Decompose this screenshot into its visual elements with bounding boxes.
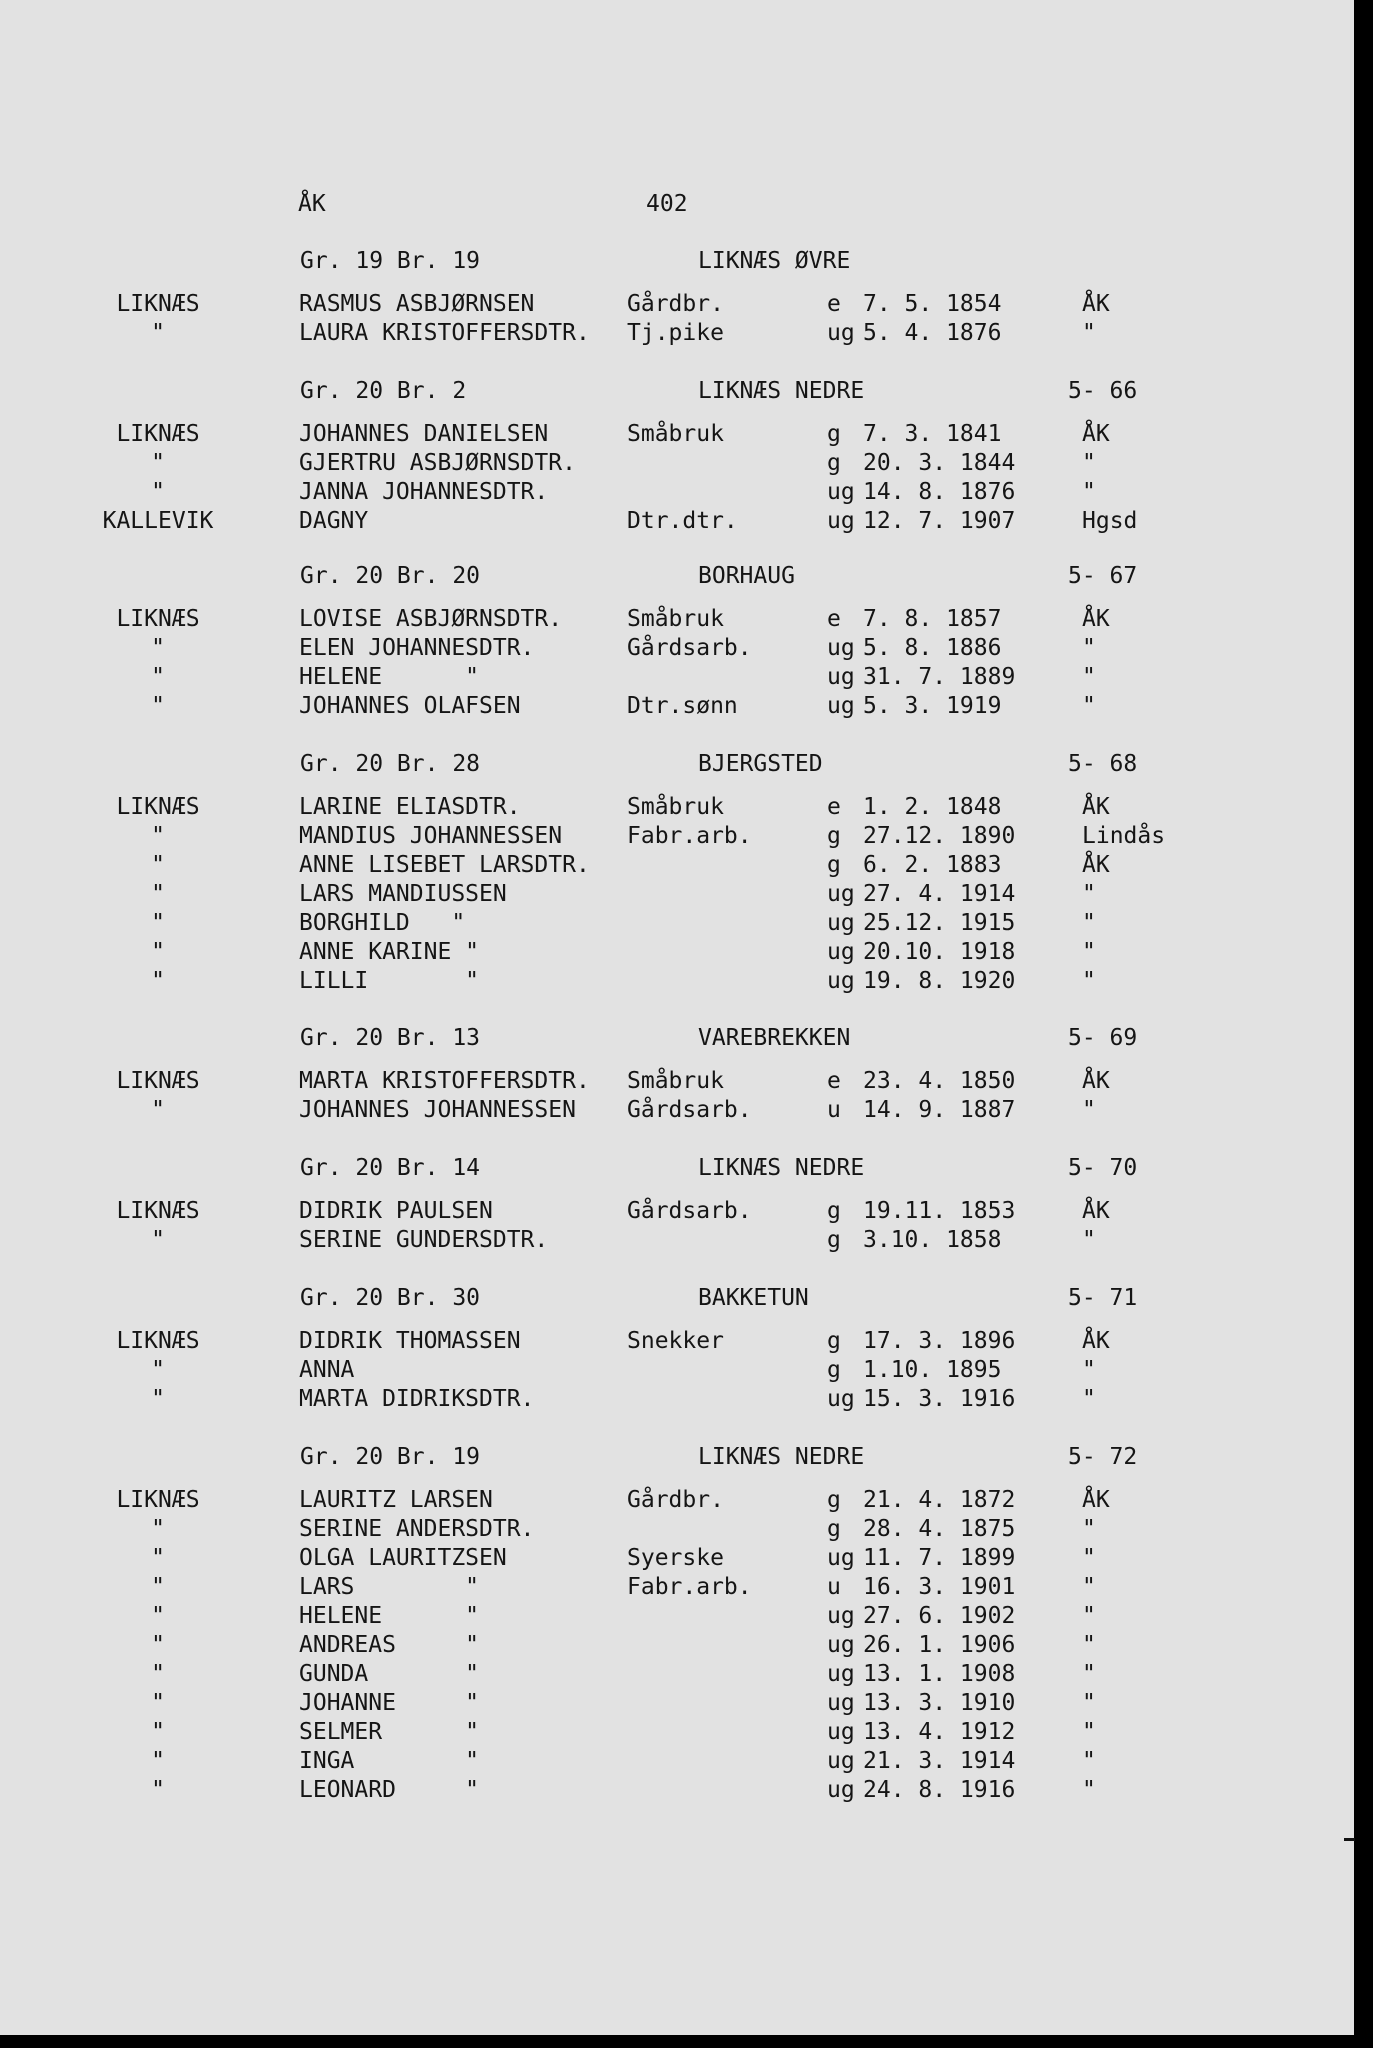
marital-status: ug (827, 881, 855, 907)
birthplace: ÅK (1082, 852, 1110, 878)
birth-date: 7. 5. 1854 (863, 291, 1002, 317)
residence-place: KALLEVIK (102, 508, 214, 534)
marital-status: e (827, 794, 841, 820)
occupation: Gårdsarb. (627, 1097, 752, 1123)
person-name: DIDRIK THOMASSEN (299, 1328, 521, 1354)
marital-status: ug (827, 1748, 855, 1774)
birth-date: 5. 8. 1886 (863, 635, 1002, 661)
occupation: Småbruk (627, 794, 724, 820)
marital-status: g (827, 450, 841, 476)
birth-date: 1.10. 1895 (863, 1357, 1002, 1383)
marital-status: ug (827, 1603, 855, 1629)
person-name: LAURITZ LARSEN (299, 1487, 493, 1513)
marital-status: g (827, 1198, 841, 1224)
birthplace: " (1082, 910, 1096, 936)
page-number: 402 (646, 191, 688, 217)
birth-date: 14. 9. 1887 (863, 1097, 1016, 1123)
birth-date: 19.11. 1853 (863, 1198, 1016, 1224)
birthplace: " (1082, 479, 1096, 505)
farm-name: LIKNÆS NEDRE (698, 378, 865, 404)
marital-status: ug (827, 664, 855, 690)
residence-place: " (151, 1097, 165, 1123)
household-number: 5- 68 (1068, 751, 1138, 777)
birthplace: " (1082, 320, 1096, 346)
birthplace: " (1082, 1357, 1096, 1383)
residence-place: " (151, 852, 165, 878)
birth-date: 6. 2. 1883 (863, 852, 1002, 878)
birth-date: 27.12. 1890 (863, 823, 1016, 849)
birthplace: " (1082, 664, 1096, 690)
marital-status: g (827, 1328, 841, 1354)
person-name: LEONARD " (299, 1777, 480, 1803)
birth-date: 21. 4. 1872 (863, 1487, 1016, 1513)
person-name: JANNA JOHANNESDTR. (299, 479, 549, 505)
person-name: MARTA DIDRIKSDTR. (299, 1386, 535, 1412)
occupation: Gårdbr. (627, 291, 724, 317)
birthplace: " (1082, 693, 1096, 719)
birthplace: " (1082, 1719, 1096, 1745)
household-number: 5- 69 (1068, 1025, 1138, 1051)
birth-date: 28. 4. 1875 (863, 1516, 1016, 1542)
birth-date: 15. 3. 1916 (863, 1386, 1016, 1412)
household-number: 5- 71 (1068, 1285, 1138, 1311)
person-name: GUNDA " (299, 1661, 480, 1687)
residence-place: " (151, 881, 165, 907)
residence-place: LIKNÆS (116, 794, 200, 820)
farm-name: LIKNÆS NEDRE (698, 1444, 865, 1470)
residence-place: " (151, 939, 165, 965)
birthplace: " (1082, 1748, 1096, 1774)
birth-date: 14. 8. 1876 (863, 479, 1016, 505)
occupation: Gårdsarb. (627, 1198, 752, 1224)
birthplace: " (1082, 1603, 1096, 1629)
birthplace: " (1082, 1516, 1096, 1542)
person-name: ANNA (299, 1357, 355, 1383)
person-name: HELENE " (299, 1603, 480, 1629)
person-name: LARS MANDIUSSEN (299, 881, 507, 907)
marital-status: g (827, 852, 841, 878)
residence-place: " (151, 1357, 165, 1383)
person-name: INGA " (299, 1748, 480, 1774)
person-name: HELENE " (299, 664, 480, 690)
gr-br-label: Gr. 20 Br. 28 (300, 751, 481, 777)
residence-place: " (151, 968, 165, 994)
page-header (0, 190, 688, 219)
birthplace: " (1082, 1386, 1096, 1412)
marital-status: g (827, 1487, 841, 1513)
marital-status: e (827, 606, 841, 632)
birthplace: " (1082, 1690, 1096, 1716)
marital-status: g (827, 823, 841, 849)
page-title: ÅK (298, 191, 326, 217)
residence-place: " (151, 1719, 165, 1745)
residence-place: LIKNÆS (116, 291, 200, 317)
birthplace: " (1082, 881, 1096, 907)
household-number: 5- 66 (1068, 378, 1138, 404)
farm-name: LIKNÆS NEDRE (698, 1155, 865, 1181)
gr-br-label: Gr. 20 Br. 19 (300, 1444, 481, 1470)
occupation: Fabr.arb. (627, 1574, 752, 1600)
birthplace: " (1082, 1777, 1096, 1803)
residence-place: " (151, 1690, 165, 1716)
person-name: ANDREAS " (299, 1632, 480, 1658)
birthplace: " (1082, 450, 1096, 476)
birth-date: 19. 8. 1920 (863, 968, 1016, 994)
birth-date: 31. 7. 1889 (863, 664, 1016, 690)
marital-status: ug (827, 479, 855, 505)
person-name: GJERTRU ASBJØRNSDTR. (299, 450, 576, 476)
marital-status: e (827, 291, 841, 317)
birthplace: ÅK (1082, 794, 1110, 820)
residence-place: " (151, 1386, 165, 1412)
gr-br-label: Gr. 20 Br. 13 (300, 1025, 481, 1051)
birth-date: 12. 7. 1907 (863, 508, 1016, 534)
residence-place: LIKNÆS (116, 606, 200, 632)
birth-date: 23. 4. 1850 (863, 1068, 1016, 1094)
person-name: MANDIUS JOHANNESSEN (299, 823, 563, 849)
birthplace: ÅK (1082, 1068, 1110, 1094)
person-name: SERINE GUNDERSDTR. (299, 1227, 549, 1253)
birthplace: ÅK (1082, 421, 1110, 447)
person-name: ANNE LISEBET LARSDTR. (299, 852, 590, 878)
birthplace: " (1082, 1227, 1096, 1253)
person-name: DIDRIK PAULSEN (299, 1198, 493, 1224)
person-name: JOHANNES DANIELSEN (299, 421, 549, 447)
birthplace: ÅK (1082, 1487, 1110, 1513)
marital-status: e (827, 1068, 841, 1094)
birth-date: 16. 3. 1901 (863, 1574, 1016, 1600)
person-name: OLGA LAURITZSEN (299, 1545, 507, 1571)
birth-date: 27. 6. 1902 (863, 1603, 1016, 1629)
residence-place: LIKNÆS (116, 421, 200, 447)
occupation: Fabr.arb. (627, 823, 752, 849)
marital-status: g (827, 1516, 841, 1542)
birth-date: 11. 7. 1899 (863, 1545, 1016, 1571)
marital-status: ug (827, 508, 855, 534)
birthplace: ÅK (1082, 1328, 1110, 1354)
birth-date: 13. 3. 1910 (863, 1690, 1016, 1716)
gr-br-label: Gr. 20 Br. 2 (300, 378, 467, 404)
marital-status: ug (827, 1719, 855, 1745)
residence-place: LIKNÆS (116, 1068, 200, 1094)
residence-place: LIKNÆS (116, 1328, 200, 1354)
person-name: SELMER " (299, 1719, 480, 1745)
birthplace: Lindås (1082, 823, 1166, 849)
residence-place: " (151, 479, 165, 505)
birthplace: Hgsd (1082, 508, 1138, 534)
birthplace: " (1082, 1097, 1096, 1123)
birth-date: 5. 4. 1876 (863, 320, 1002, 346)
household-number: 5- 72 (1068, 1444, 1138, 1470)
farm-name: BORHAUG (698, 563, 795, 589)
person-name: MARTA KRISTOFFERSDTR. (299, 1068, 590, 1094)
marital-status: ug (827, 1690, 855, 1716)
birthplace: ÅK (1082, 291, 1110, 317)
residence-place: " (151, 1661, 165, 1687)
birth-date: 1. 2. 1848 (863, 794, 1002, 820)
person-name: DAGNY (299, 508, 369, 534)
person-name: LILLI " (299, 968, 480, 994)
gr-br-label: Gr. 20 Br. 20 (300, 563, 481, 589)
residence-place: " (151, 1574, 165, 1600)
marital-status: ug (827, 635, 855, 661)
marital-status: ug (827, 939, 855, 965)
occupation: Småbruk (627, 606, 724, 632)
occupation: Småbruk (627, 421, 724, 447)
person-name: JOHANNES OLAFSEN (299, 693, 521, 719)
person-name: ANNE KARINE " (299, 939, 480, 965)
birth-date: 3.10. 1858 (863, 1227, 1002, 1253)
residence-place: LIKNÆS (116, 1487, 200, 1513)
marital-status: ug (827, 693, 855, 719)
birthplace: " (1082, 1661, 1096, 1687)
residence-place: " (151, 664, 165, 690)
marital-status: u (827, 1097, 841, 1123)
marital-status: ug (827, 968, 855, 994)
birthplace: " (1082, 939, 1096, 965)
occupation: Gårdbr. (627, 1487, 724, 1513)
residence-place: " (151, 1748, 165, 1774)
birth-date: 13. 1. 1908 (863, 1661, 1016, 1687)
birthplace: " (1082, 968, 1096, 994)
person-name: BORGHILD " (299, 910, 466, 936)
person-name: LARS " (299, 1574, 480, 1600)
marital-status: ug (827, 1632, 855, 1658)
birthplace: ÅK (1082, 606, 1110, 632)
birthplace: " (1082, 635, 1096, 661)
birth-date: 26. 1. 1906 (863, 1632, 1016, 1658)
birth-date: 27. 4. 1914 (863, 881, 1016, 907)
residence-place: " (151, 823, 165, 849)
birth-date: 7. 3. 1841 (863, 421, 1002, 447)
birthplace: " (1082, 1545, 1096, 1571)
residence-place: " (151, 1227, 165, 1253)
farm-name: LIKNÆS ØVRE (698, 248, 851, 274)
birthplace: ÅK (1082, 1198, 1110, 1224)
edge-mark (1344, 1838, 1355, 1841)
marital-status: ug (827, 1545, 855, 1571)
birthplace: " (1082, 1574, 1096, 1600)
gr-br-label: Gr. 19 Br. 19 (300, 248, 481, 274)
residence-place: " (151, 450, 165, 476)
gr-br-label: Gr. 20 Br. 30 (300, 1285, 481, 1311)
gr-br-label: Gr. 20 Br. 14 (300, 1155, 481, 1181)
marital-status: ug (827, 1661, 855, 1687)
birth-date: 20. 3. 1844 (863, 450, 1016, 476)
marital-status: ug (827, 910, 855, 936)
household-number: 5- 70 (1068, 1155, 1138, 1181)
marital-status: ug (827, 1386, 855, 1412)
farm-name: VAREBREKKEN (698, 1025, 851, 1051)
person-name: JOHANNES JOHANNESSEN (299, 1097, 576, 1123)
residence-place: " (151, 1777, 165, 1803)
birth-date: 25.12. 1915 (863, 910, 1016, 936)
residence-place: " (151, 1516, 165, 1542)
birth-date: 17. 3. 1896 (863, 1328, 1016, 1354)
person-name: LOVISE ASBJØRNSDTR. (299, 606, 563, 632)
occupation: Syerske (627, 1545, 724, 1571)
birth-date: 13. 4. 1912 (863, 1719, 1016, 1745)
birthplace: " (1082, 1632, 1096, 1658)
occupation: Småbruk (627, 1068, 724, 1094)
person-name: RASMUS ASBJØRNSEN (299, 291, 535, 317)
occupation: Dtr.dtr. (627, 508, 738, 534)
household-number: 5- 67 (1068, 563, 1138, 589)
person-name: JOHANNE " (299, 1690, 480, 1716)
person-name: LARINE ELIASDTR. (299, 794, 521, 820)
occupation: Tj.pike (627, 320, 724, 346)
occupation: Gårdsarb. (627, 635, 752, 661)
marital-status: g (827, 1357, 841, 1383)
marital-status: ug (827, 320, 855, 346)
residence-place: LIKNÆS (116, 1198, 200, 1224)
farm-name: BJERGSTED (698, 751, 823, 777)
residence-place: " (151, 1632, 165, 1658)
occupation: Dtr.sønn (627, 693, 738, 719)
residence-place: " (151, 1545, 165, 1571)
residence-place: " (151, 1603, 165, 1629)
farm-name: BAKKETUN (698, 1285, 809, 1311)
residence-place: " (151, 320, 165, 346)
birth-date: 7. 8. 1857 (863, 606, 1002, 632)
marital-status: g (827, 421, 841, 447)
person-name: LAURA KRISTOFFERSDTR. (299, 320, 590, 346)
marital-status: g (827, 1227, 841, 1253)
birth-date: 24. 8. 1916 (863, 1777, 1016, 1803)
marital-status: ug (827, 1777, 855, 1803)
birth-date: 5. 3. 1919 (863, 693, 1002, 719)
person-name: ELEN JOHANNESDTR. (299, 635, 535, 661)
occupation: Snekker (627, 1328, 724, 1354)
person-name: SERINE ANDERSDTR. (299, 1516, 535, 1542)
marital-status: u (827, 1574, 841, 1600)
residence-place: " (151, 910, 165, 936)
residence-place: " (151, 635, 165, 661)
birth-date: 21. 3. 1914 (863, 1748, 1016, 1774)
residence-place: " (151, 693, 165, 719)
birth-date: 20.10. 1918 (863, 939, 1016, 965)
